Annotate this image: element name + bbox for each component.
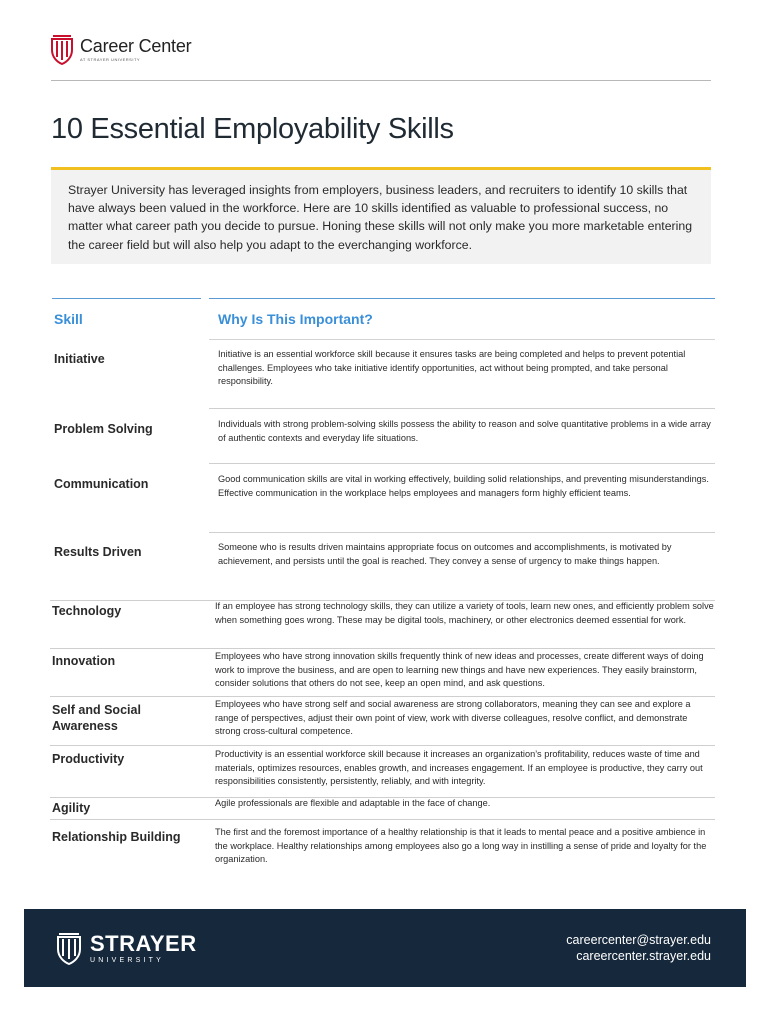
skill-description: If an employee has strong technology skills, they can utilize a variety of tools, learn new ones, and efficiently problem solve when something goes wrong. These may be digital tools, machinery, or other electronics deemed essential for work. (215, 601, 714, 625)
row-divider (50, 819, 715, 820)
header-underline (209, 339, 715, 340)
row-divider (209, 463, 715, 464)
skill-name: Self and Social Awareness (52, 703, 141, 733)
skill-name: Innovation (52, 654, 116, 668)
brand-name: STRAYER (90, 930, 197, 956)
skill-name: Initiative (54, 352, 105, 366)
row-divider (209, 532, 715, 533)
page-title: 10 Essential Employability Skills (51, 113, 454, 145)
skill-description: Individuals with strong problem-solving skills possess the ability to reason and solve quantitative problems in a wide array of authentic contexts and everyday life situations. (218, 419, 711, 443)
strayer-logo (56, 931, 197, 965)
row-divider (209, 408, 715, 409)
skill-description: Initiative is an essential workforce skill because it ensures tasks are being completed and helps to prevent potential challenges. Employees who take initiative identify opportunities, act without being prompted, and take personal responsibility. (218, 349, 686, 387)
skill-name: Productivity (52, 752, 125, 766)
logo-title: Career Center (80, 36, 192, 56)
intro-text: Strayer University has leveraged insights from employers, business leaders, and recruiters to identify 10 skills that have always been valued in the workforce. Here are 10 skills identified as valuable to professional success, no matter what career path you decide to pursue. Honing these skills will not only make you more marketable entering the career field but will also help you adapt to the everchanging workforce. (68, 183, 693, 252)
intro-box (51, 170, 711, 264)
why-column-header: Why Is This Important? (218, 311, 373, 327)
logo-subtitle: AT STRAYER UNIVERSITY (80, 57, 141, 62)
skill-description: Agile professionals are flexible and adaptable in the face of change. (215, 798, 491, 808)
skill-description: Employees who have strong innovation skills frequently think of new ideas and processes, create different ways of doing work to improve the business, and are open to learning new things and have new experiences. They easily brainstorm, consider solutions that others do not see, keep an open mind, and ask questions. (215, 651, 704, 689)
why-column-rule (209, 298, 715, 299)
skill-column-header: Skill (54, 311, 83, 327)
header-divider (51, 80, 711, 81)
skill-description: Employees who have strong self and social awareness are strong collaborators, meaning they can see and explore a range of perspectives, adjust their own point of view, work with diverse colleagues, resolve conflict, and demonstrate strong cross-cultural competence. (215, 699, 691, 737)
strayer-pillar-icon (50, 33, 74, 65)
skill-name: Results Driven (54, 545, 142, 559)
row-divider (50, 648, 715, 649)
skill-name: Technology (52, 604, 122, 618)
strayer-pillar-icon (56, 931, 82, 965)
skill-description: Productivity is an essential workforce skill because it increases an organization’s profitability, reduces waste of time and materials, optimizes resources, enables growth, and increases engagement. If an employee is productive, they carry out responsibilities consistently, persistently, reliably, and with integrity. (215, 749, 703, 787)
skill-name: Problem Solving (54, 422, 153, 436)
skill-description: Good communication skills are vital in working effectively, building solid relationships, and preventing misunderstandings. Effective communication in the workplace helps employees and managers form highly efficient teams. (218, 474, 709, 498)
skill-column-rule (52, 298, 201, 299)
contact-email[interactable]: careercenter@strayer.edu (566, 933, 711, 947)
row-divider (50, 745, 715, 746)
skill-name: Relationship Building (52, 830, 181, 844)
skill-description: Someone who is results driven maintains appropriate focus on outcomes and accomplishments, is motivated by achievement, and persists until the goal is reached. They convey a sense of urgency to make things happen. (218, 542, 672, 566)
skill-description: The first and the foremost importance of a healthy relationship is that it leads to mental peace and a positive ambience in the workplace. Healthy relationships among employees also go a long way in instilling a sense of pride and loyalty for the organization. (215, 827, 707, 865)
contact-website[interactable]: careercenter.strayer.edu (576, 948, 711, 963)
brand-subtitle: UNIVERSITY (90, 956, 165, 964)
skill-name: Agility (52, 801, 91, 815)
skill-name: Communication (54, 477, 149, 491)
career-center-logo (50, 33, 191, 65)
footer (24, 909, 746, 987)
row-divider (50, 696, 715, 697)
footer-contact (566, 933, 711, 964)
